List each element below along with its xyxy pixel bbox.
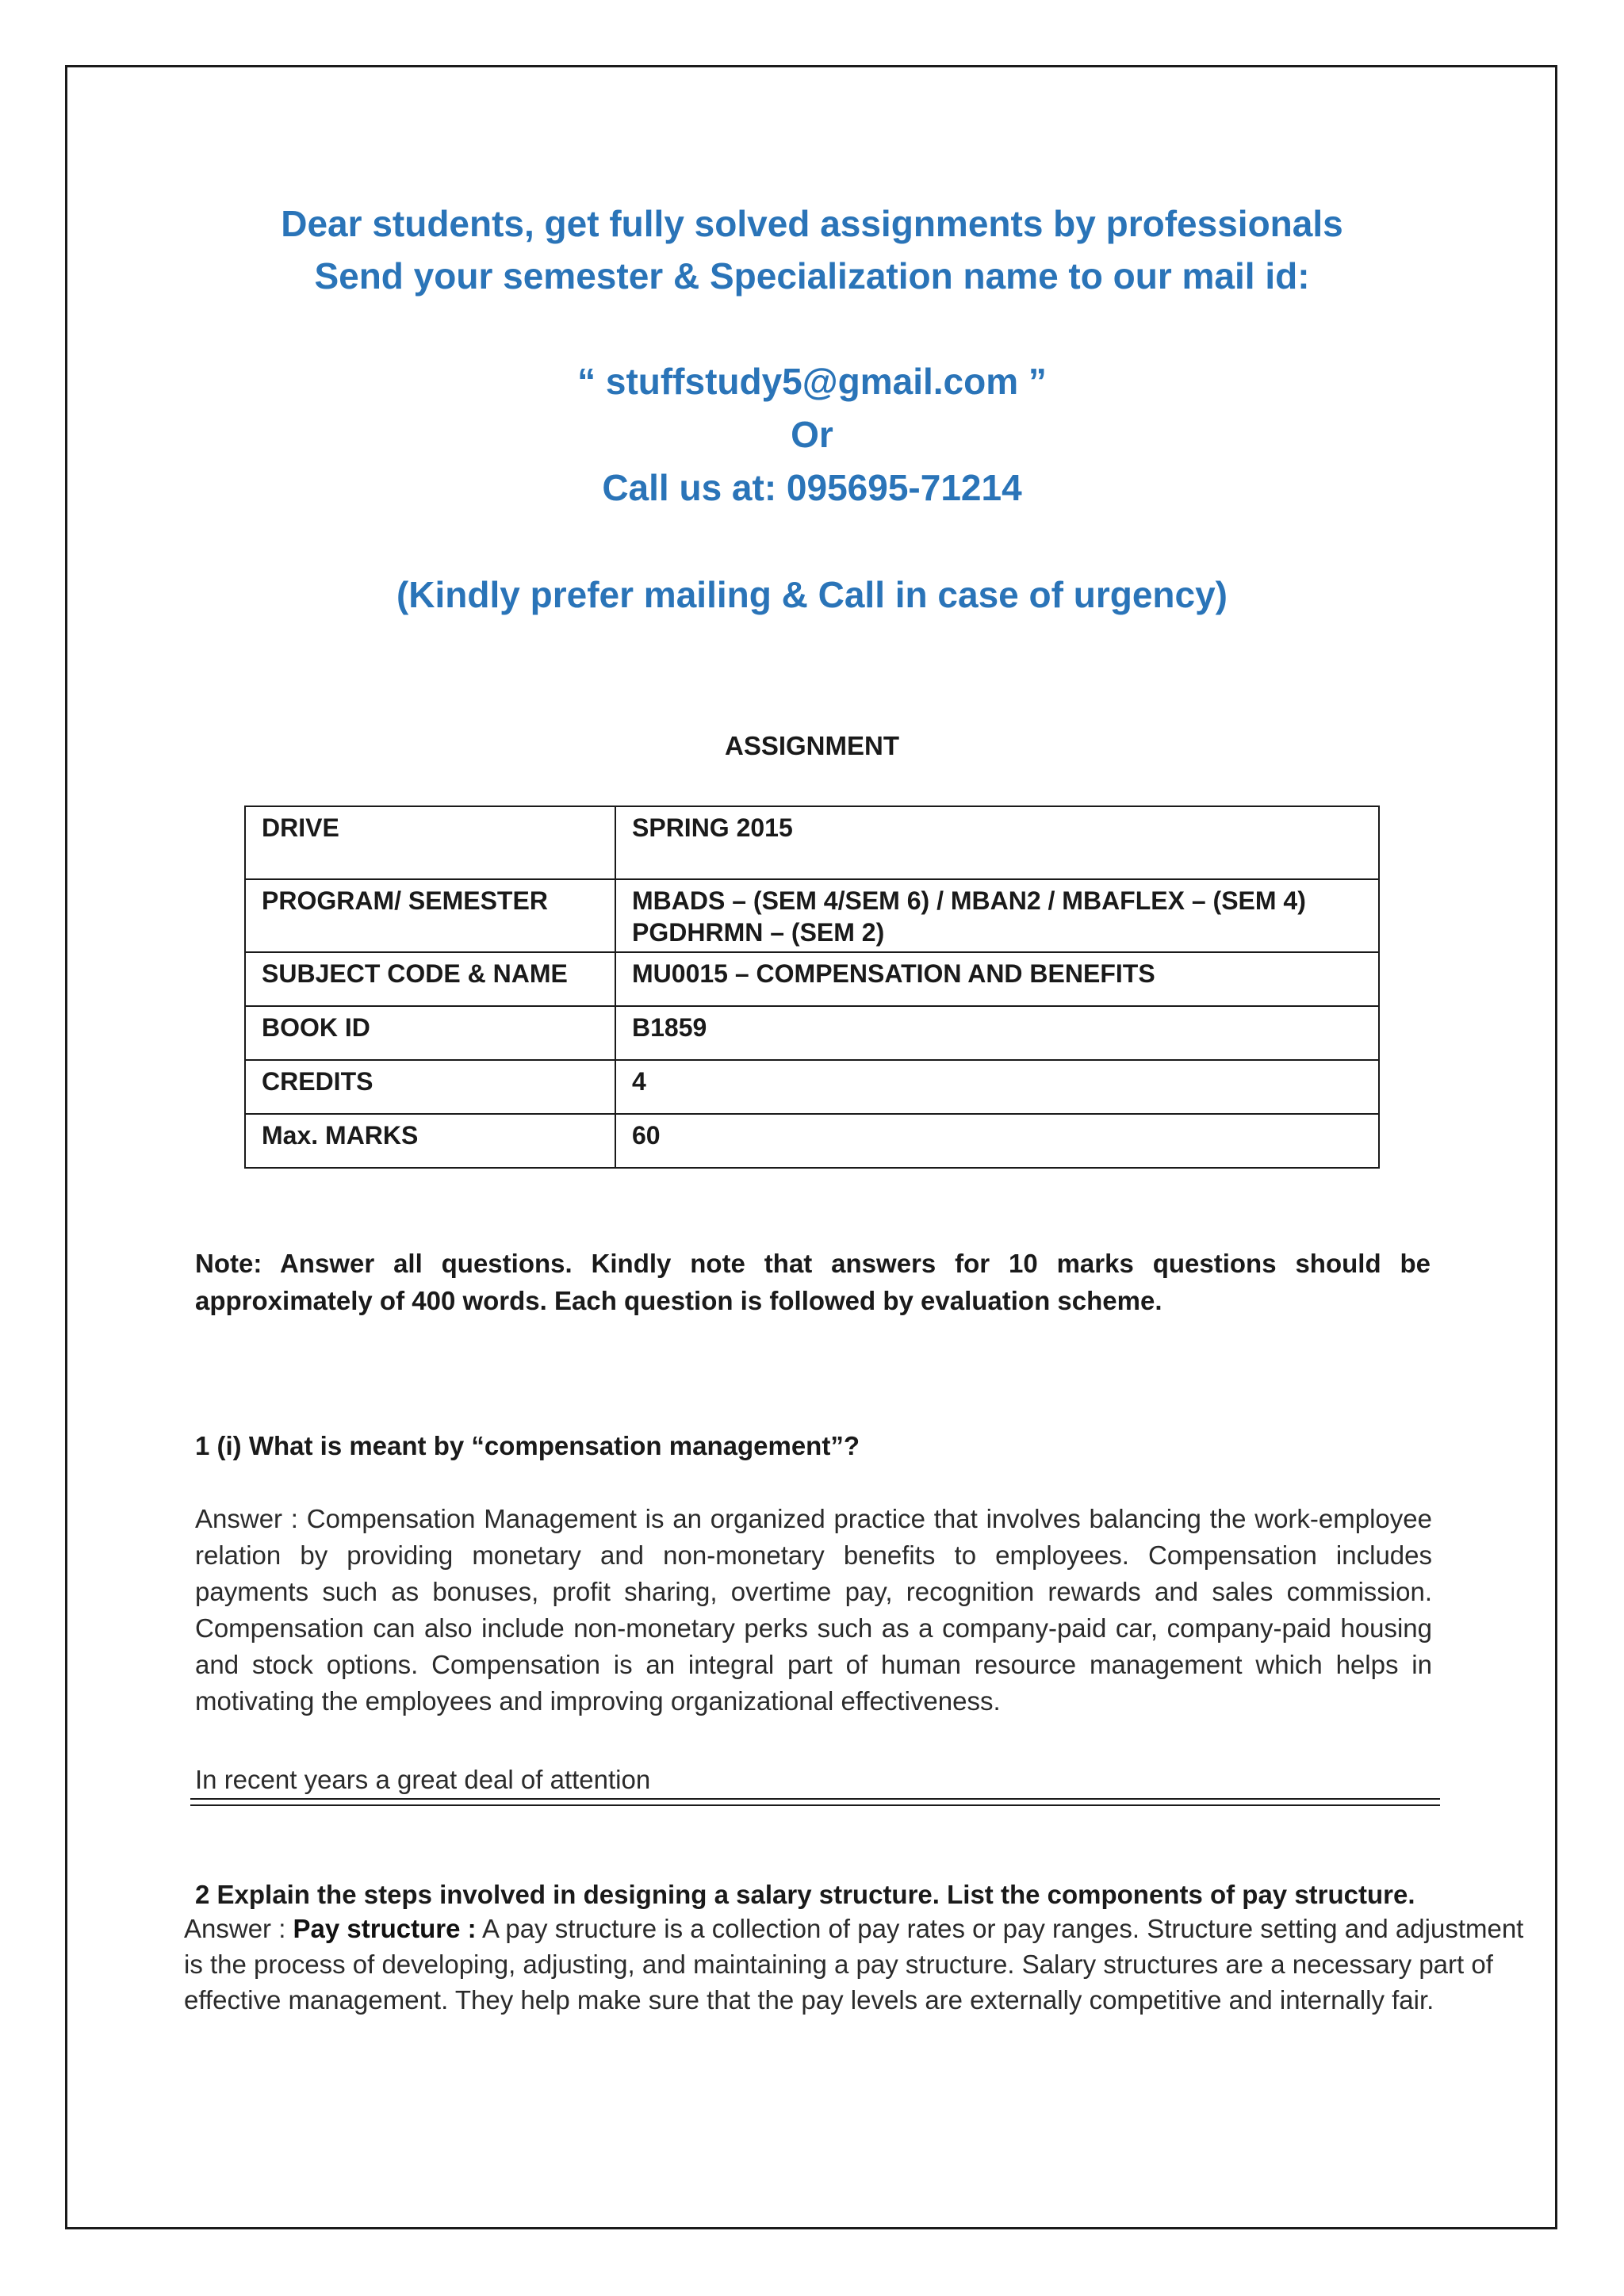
promo-or: Or <box>791 414 833 455</box>
promo-line-1: Dear students, get fully solved assignments by professionals <box>281 203 1343 244</box>
double-divider <box>190 1798 1440 1806</box>
assignment-info-table <box>244 806 1380 1169</box>
answer-term: Pay structure : <box>293 1914 477 1943</box>
table-row <box>245 1060 1379 1114</box>
row-label: Max. MARKS <box>245 1114 615 1168</box>
question-1-continuation: In recent years a great deal of attention <box>195 1765 651 1794</box>
row-value-line-1: MBADS – (SEM 4/SEM 6) / MBAN2 / MBAFLEX – (SEM 4) <box>632 886 1306 915</box>
table-row <box>245 1114 1379 1168</box>
row-value: 60 <box>615 1114 1379 1168</box>
table-row <box>245 806 1379 879</box>
row-value: SPRING 2015 <box>615 806 1379 879</box>
answer-text: A pay structure is a collection of pay rates or pay ranges. Structure setting and adjustment is the process of developing, adjusting, and maintaining a pay structure. Salary structures are a necessary part of effective management. They help make sure that the pay levels are externally competitive and internally fair. <box>184 1914 1524 2015</box>
row-label: SUBJECT CODE & NAME <box>245 952 615 1006</box>
row-label: CREDITS <box>245 1060 615 1114</box>
table-row <box>245 879 1379 952</box>
row-value-line-2: PGDHRMN – (SEM 2) <box>632 918 885 947</box>
row-value: B1859 <box>615 1006 1379 1060</box>
row-value: 4 <box>615 1060 1379 1114</box>
answer-prefix: Answer : <box>184 1914 293 1943</box>
question-2-answer <box>184 1911 1532 2018</box>
row-value: MU0015 – COMPENSATION AND BENEFITS <box>615 952 1379 1006</box>
promo-email: “ stuffstudy5@gmail.com ” <box>577 361 1047 402</box>
question-1-heading: 1 (i) What is meant by “compensation management”? <box>195 1431 860 1460</box>
table-row <box>245 1006 1379 1060</box>
table-row <box>245 952 1379 1006</box>
row-value <box>615 879 1379 952</box>
instructions-note: Note: Answer all questions. Kindly note that answers for 10 marks questions should be approximately of 400 words. Each question is followed by evaluation scheme. <box>195 1249 1431 1315</box>
assignment-title: ASSIGNMENT <box>724 731 899 760</box>
promo-line-2: Send your semester & Specialization name to our mail id: <box>314 255 1310 297</box>
promo-phone: Call us at: 095695-71214 <box>602 467 1022 508</box>
row-label: DRIVE <box>245 806 615 879</box>
question-1-answer: Answer : Compensation Management is an organized practice that involves balancing the work-employee relation by providing monetary and non-monetary benefits to employees. Compensation includes payments such as bonuses, profit sharing, overtime pay, recognition rewards and sales commission. Compensation can also include non-monetary perks such as a company-paid car, company-paid housing and stock options. Compensation is an integral part of human resource management which helps in motivating the employees and improving organizational effectiveness. <box>195 1504 1432 1716</box>
row-label: BOOK ID <box>245 1006 615 1060</box>
row-label: PROGRAM/ SEMESTER <box>245 879 615 952</box>
question-2-heading: 2 Explain the steps involved in designing a salary structure. List the components of pay structure. <box>195 1880 1415 1909</box>
promo-note: (Kindly prefer mailing & Call in case of urgency) <box>396 574 1228 615</box>
